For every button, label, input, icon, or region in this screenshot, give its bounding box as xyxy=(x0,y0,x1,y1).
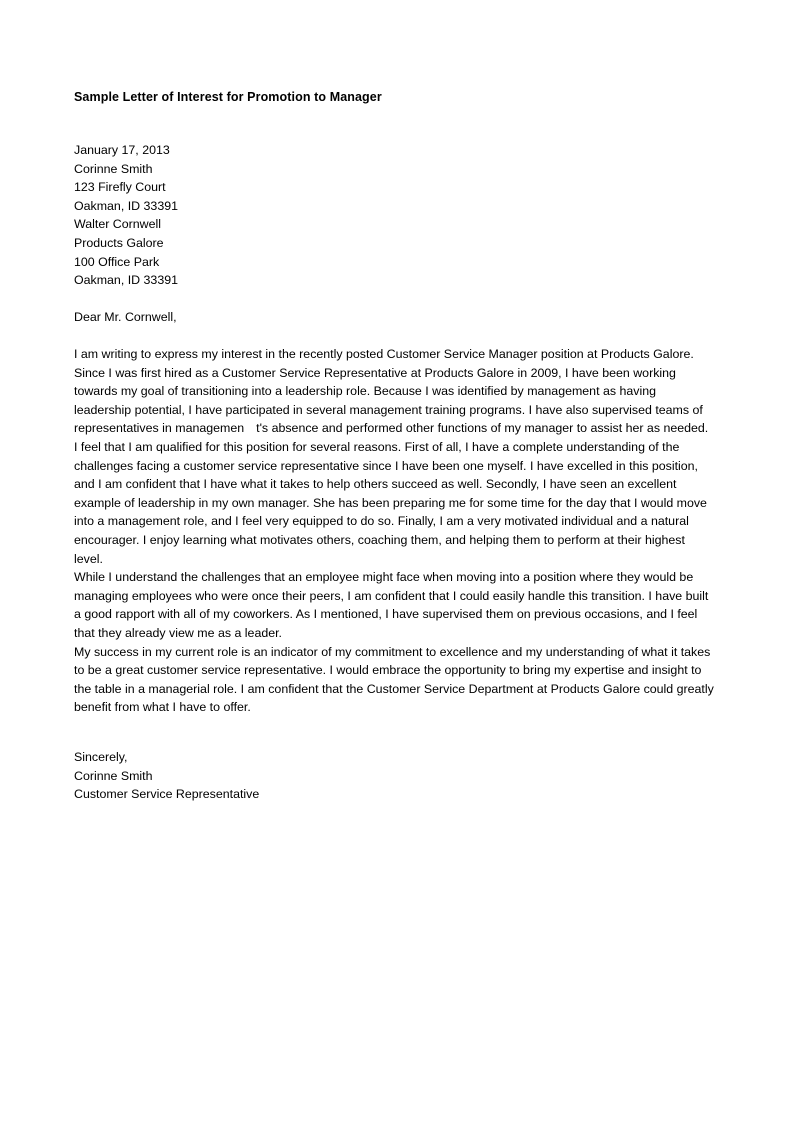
recipient-street: 100 Office Park xyxy=(74,254,160,269)
salutation: Dear Mr. Cornwell, xyxy=(74,310,177,324)
page-title: Sample Letter of Interest for Promotion to Manager xyxy=(74,90,382,104)
letter-body xyxy=(74,345,714,717)
signature-name: Corinne Smith xyxy=(74,768,153,783)
body-paragraph-1-part-b: t's absence and performed other functions of my manager to assist her as needed. xyxy=(256,421,709,436)
recipient-company: Products Galore xyxy=(74,235,164,250)
letter-date: January 17, 2013 xyxy=(74,143,170,157)
body-paragraph-3: While I understand the challenges that an employee might face when moving into a position where they would be managing employees who were once their peers, I am confident that I could easily handle this transition. I have built a good rapport with all of my coworkers. As I mentioned, I have supervised them on previous occasions, and I feel that they already view me as a leader. xyxy=(74,570,709,640)
body-paragraph-2: I feel that I am qualified for this position for several reasons. First of all, I have a complete understanding of the challenges facing a customer service representative since I have been one myself. I have excelled in this position, and I am confident that I have what it takes to help others succeed as well. Secondly, I have seen an excellent example of leadership in my own manager. She has been preparing me for some time for the day that I would move into a management role, and I feel very equipped to do so. Finally, I am a very motivated individual and a natural encourager. I enjoy learning what motivates others, coaching them, and helping them to perform at their highest level. xyxy=(74,439,707,566)
address-block xyxy=(74,141,178,290)
signature-job-title: Customer Service Representative xyxy=(74,787,260,802)
body-paragraph-4: My success in my current role is an indicator of my commitment to excellence and my understanding of what it takes to be a great customer service representative. I would embrace the opportunity to bring my expertise and insight to the table in a managerial role. I am confident that the Customer Service Department at Products Galore could greatly benefit from what I have to offer. xyxy=(74,644,714,715)
body-paragraph-1-part-a: I am writing to express my interest in the recently posted Customer Service Manager position at Products Galore. Since I was first hired as a Customer Service Representative at Products Galore in 2009, I have been working towards my goal of transitioning into a leadership role. Because I was identified by management as having leadership potential, I have participated in several management training programs. I have also supervised teams of representatives in managemen xyxy=(74,347,703,436)
recipient-name: Walter Cornwell xyxy=(74,217,161,232)
valediction: Sincerely, xyxy=(74,750,128,764)
sender-city-state-zip: Oakman, ID 33391 xyxy=(74,198,179,213)
recipient-city-state-zip: Oakman, ID 33391 xyxy=(74,273,179,288)
sender-street: 123 Firefly Court xyxy=(74,180,166,195)
body-paragraph-1 xyxy=(74,345,714,438)
sender-name: Corinne Smith xyxy=(74,161,153,176)
closing-block xyxy=(74,748,259,804)
